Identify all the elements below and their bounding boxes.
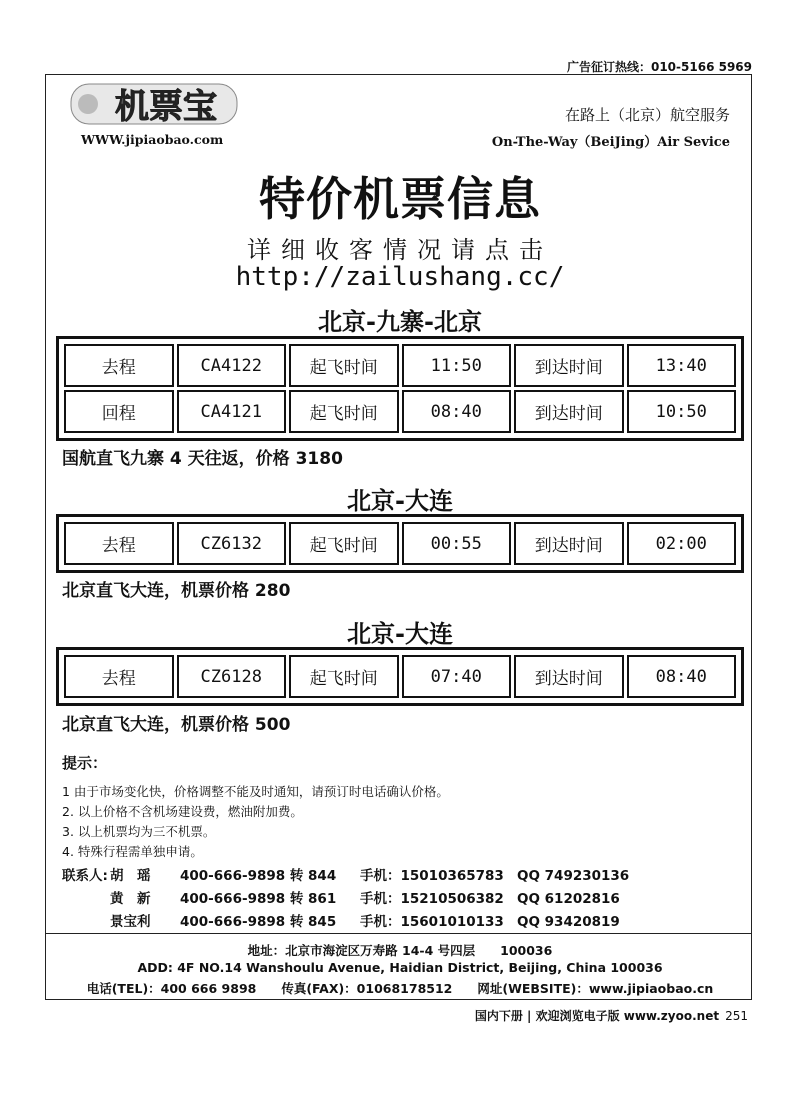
table-row [64,344,736,387]
contact-qq: QQ 749230136 [517,868,630,884]
svg-text:机票宝: 机票宝 [115,87,217,127]
table-row [64,655,736,698]
price-note: 国航直飞九寨 4 天往返，价格 3180 [62,449,343,469]
arrival-time-cell: 10:50 [627,390,737,433]
arrival-time-cell: 08:40 [627,655,737,698]
contacts-label: 联系人: [62,868,108,884]
tip-item: 1 由于市场变化快，价格调整不能及时通知，请预订时电话确认价格。 [62,784,449,799]
direction-cell: 去程 [64,344,174,387]
contact-mobile: 手机：15210506382 [360,891,504,907]
table-row [64,522,736,565]
page-number: 251 [725,1009,748,1023]
contact-phone: 400-666-9898 转 845 [180,914,337,930]
departure-time-cell: 00:55 [402,522,512,565]
subtitle: 详细收客情况请点击 [247,236,553,264]
jipiaobao-logo [70,80,240,128]
address-cn: 地址：北京市海淀区万寿路 14-4 号四层 100036 [247,943,553,958]
arrival-label-cell: 到达时间 [514,522,624,565]
tips-heading: 提示： [62,754,108,772]
contact-row [62,910,620,930]
table-row [64,390,736,433]
arrival-time-cell: 13:40 [627,344,737,387]
route-title: 北京-大连 [347,620,453,648]
contact-phone: 400-666-9898 转 844 [180,868,337,884]
arrival-label-cell: 到达时间 [514,655,624,698]
ad-hotline: 广告征订热线：010-5166 5969 [566,60,752,74]
page-footer [475,1007,748,1024]
contact-qq: QQ 93420819 [517,914,620,930]
tip-item: 3. 以上机票均为三不机票。 [62,824,216,839]
page-title: 特价机票信息 [259,172,541,226]
booking-link[interactable]: http://zailushang.cc/ [235,262,565,292]
tip-item: 2. 以上价格不含机场建设费，燃油附加费。 [62,804,303,819]
direction-cell: 回程 [64,390,174,433]
contact-name: 景宝利 [110,914,151,930]
arrival-label-cell: 到达时间 [514,390,624,433]
direction-cell: 去程 [64,655,174,698]
contact-qq: QQ 61202816 [517,891,620,907]
route-title: 北京-大连 [347,487,453,515]
flight-table [56,514,744,573]
tip-item: 4. 特殊行程需单独申请。 [62,844,203,859]
direction-cell: 去程 [64,522,174,565]
contact-row [62,887,620,907]
company-name-cn: 在路上（北京）航空服务 [564,106,730,124]
contact-row [62,864,629,884]
contact-name: 胡 瑶 [110,868,151,884]
departure-label-cell: 起飞时间 [289,522,399,565]
site-url: WWW.jipiaobao.com [81,132,224,147]
price-note: 北京直飞大连，机票价格 280 [62,581,291,601]
flight-table [56,647,744,706]
contact-name: 黄 新 [110,891,151,907]
flight-number-cell: CA4121 [177,390,287,433]
departure-time-cell: 08:40 [402,390,512,433]
footer-text: 国内下册 | 欢迎浏览电子版 www.zyoo.net [474,1009,720,1023]
arrival-label-cell: 到达时间 [514,344,624,387]
route-title: 北京-九寨-北京 [318,308,482,336]
contact-phone: 400-666-9898 转 861 [180,891,337,907]
arrival-time-cell: 02:00 [627,522,737,565]
departure-time-cell: 11:50 [402,344,512,387]
contact-line: 电话(TEL)：400 666 9898 传真(FAX)：01068178512 网址(WEBSITE)：www.jipiaobao.cn [86,981,714,996]
departure-label-cell: 起飞时间 [289,390,399,433]
departure-label-cell: 起飞时间 [289,344,399,387]
price-note: 北京直飞大连，机票价格 500 [62,715,291,735]
divider [46,933,751,934]
departure-time-cell: 07:40 [402,655,512,698]
departure-label-cell: 起飞时间 [289,655,399,698]
contact-mobile: 手机：15010365783 [360,868,504,884]
flight-number-cell: CA4122 [177,344,287,387]
flight-number-cell: CZ6128 [177,655,287,698]
contact-mobile: 手机：15601010133 [360,914,504,930]
flight-number-cell: CZ6132 [177,522,287,565]
company-name-en: On-The-Way（BeiJing）Air Sevice [491,135,730,150]
address-en: ADD: 4F NO.14 Wanshoulu Avenue, Haidian District, Beijing, China 100036 [137,960,663,975]
flight-table [56,336,744,441]
